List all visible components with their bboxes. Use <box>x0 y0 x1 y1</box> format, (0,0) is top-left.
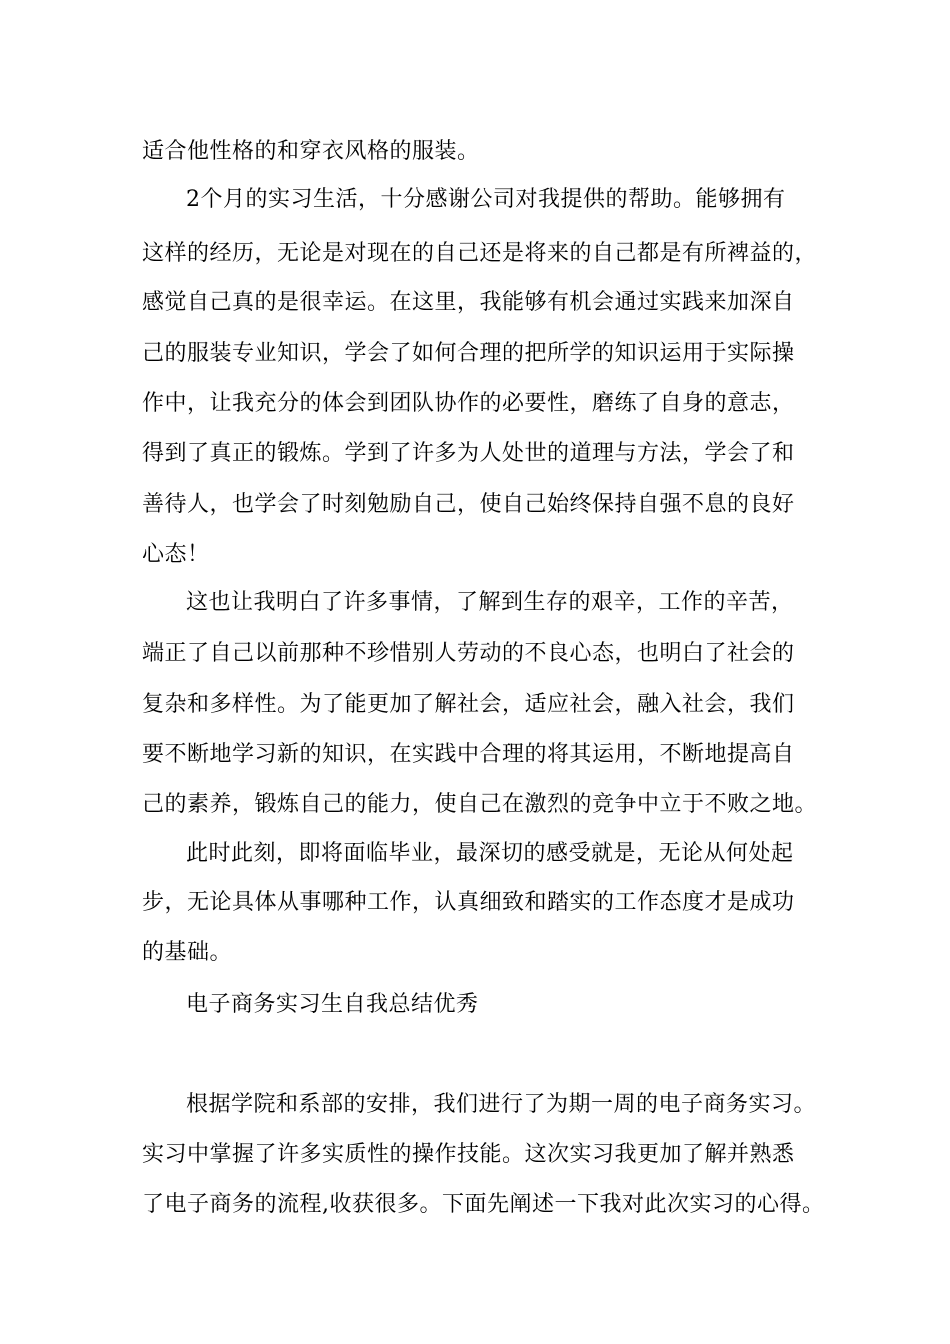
text-line: 得到了真正的锻炼。学到了许多为人处世的道理与方法，学会了和 <box>142 441 795 466</box>
text-line: 步，无论具体从事哪种工作，认真细致和踏实的工作态度才是成功 <box>142 890 795 915</box>
text-line: 这样的经历，无论是对现在的自己还是将来的自己都是有所裨益的， <box>142 241 818 266</box>
text-line: 己的服装专业知识，学会了如何合理的把所学的知识运用于实际操 <box>142 341 795 366</box>
text-line: 的基础。 <box>142 940 233 965</box>
paragraph-first-line: 根据学院和系部的安排，我们进行了为期一周的电子商务实习。 <box>186 1092 817 1117</box>
text-line: 适合他性格的和穿衣风格的服装。 <box>142 139 480 164</box>
text-line: 要不断地学习新的知识，在实践中合理的将其运用，不断地提高自 <box>142 742 795 767</box>
text-line: 己的素养，锻炼自己的能力，使自己在激烈的竞争中立于不败之地。 <box>142 792 818 817</box>
section-heading: 电子商务实习生自我总结优秀 <box>186 992 479 1017</box>
paragraph-first-line: 这也让我明白了许多事情，了解到生存的艰辛，工作的辛苦， <box>186 590 794 615</box>
paragraph-first-line: 2个月的实习生活，十分感谢公司对我提供的帮助。能够拥有 <box>186 187 786 212</box>
text-line: 善待人，也学会了时刻勉励自己，使自己始终保持自强不息的良好 <box>142 492 795 517</box>
text-line: 作中，让我充分的体会到团队协作的必要性，磨练了自身的意志， <box>142 391 795 416</box>
text-line: 实习中掌握了许多实质性的操作技能。这次实习我更加了解并熟悉 <box>142 1142 795 1167</box>
paragraph-first-line: 此时此刻，即将面临毕业，最深切的感受就是，无论从何处起 <box>186 841 794 866</box>
text-line: 心态！ <box>142 542 210 567</box>
text-line: 了电子商务的流程,收获很多。下面先阐述一下我对此次实习的心得。 <box>142 1192 825 1217</box>
text-line: 复杂和多样性。为了能更加了解社会，适应社会，融入社会，我们 <box>142 692 795 717</box>
text-line: 端正了自己以前那种不珍惜别人劳动的不良心态，也明白了社会的 <box>142 641 795 666</box>
text-line: 感觉自己真的是很幸运。在这里，我能够有机会通过实践来加深自 <box>142 290 795 315</box>
